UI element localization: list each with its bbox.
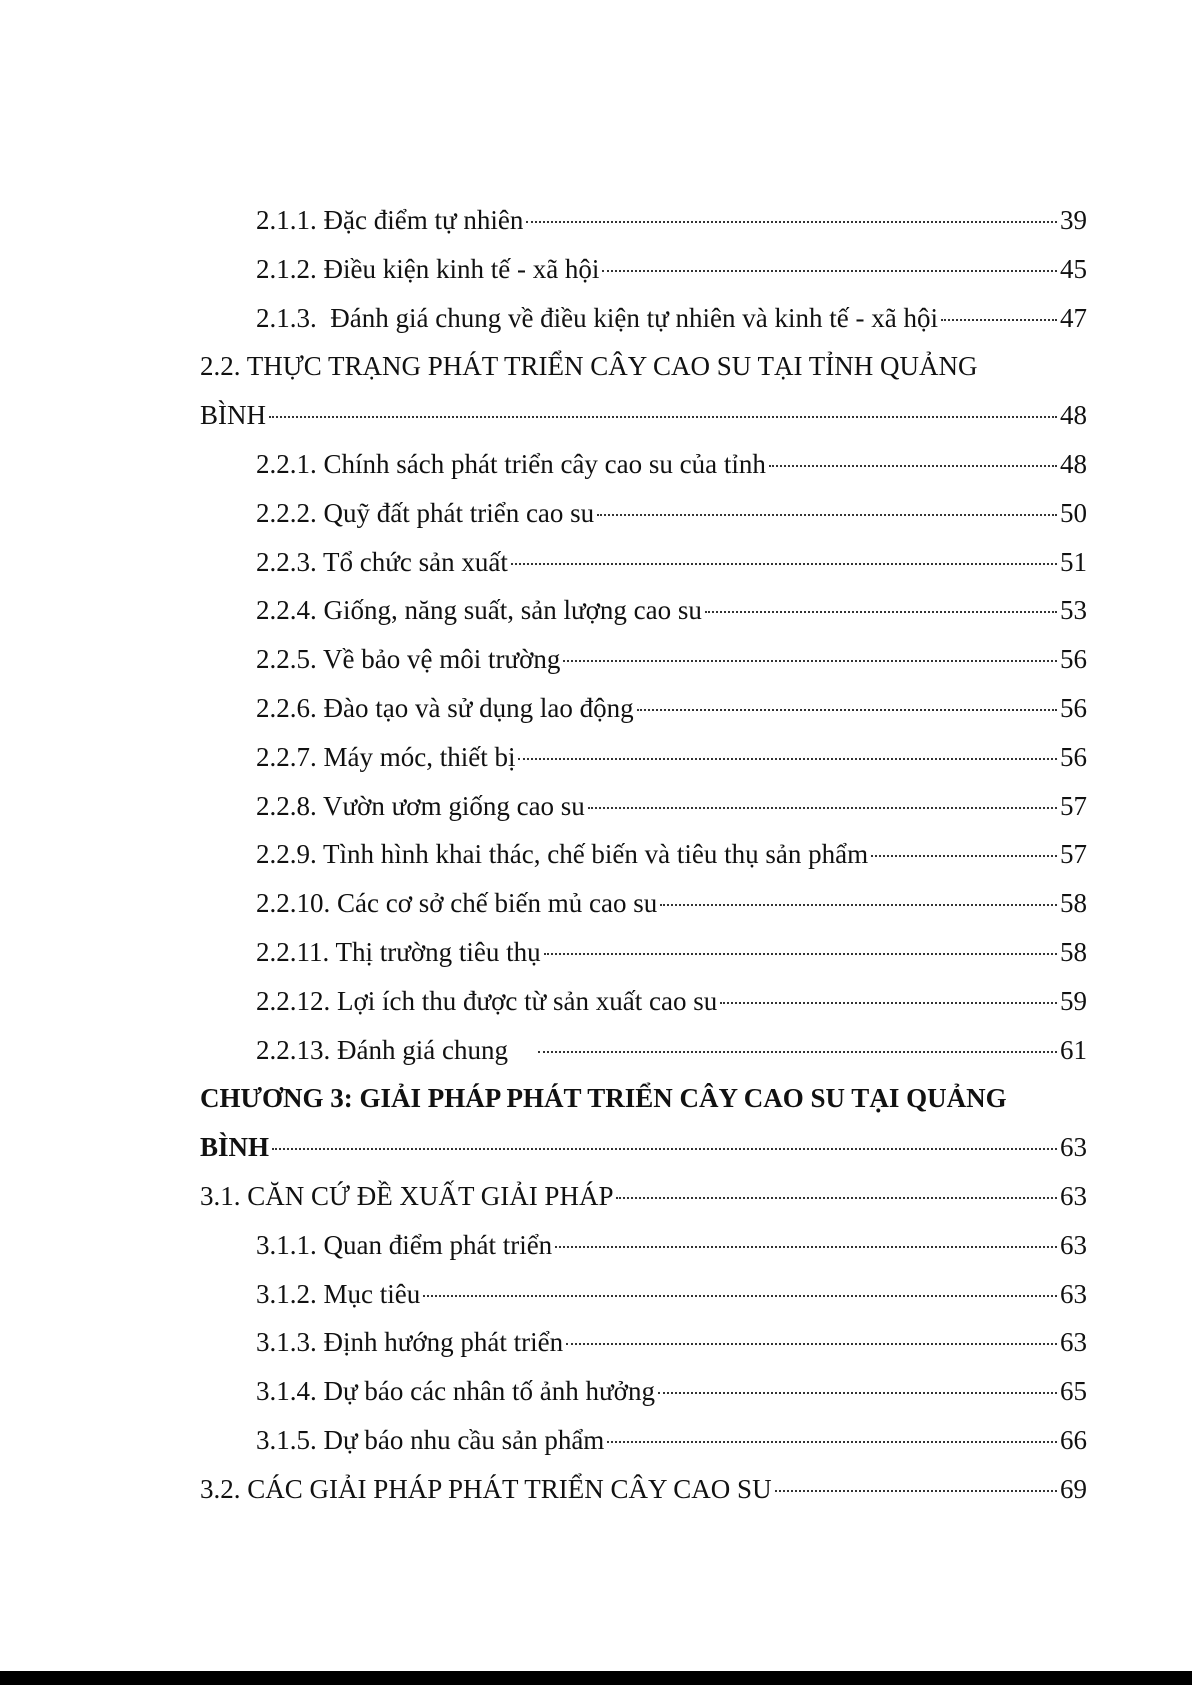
- toc-entry[interactable]: [200, 196, 1087, 245]
- toc-entry-title: 2.2.12. Lợi ích thu được từ sản xuất cao su: [256, 985, 718, 1016]
- toc-entry[interactable]: [200, 1026, 1087, 1075]
- toc-entry-title: 2.2.10. Các cơ sở chế biến mủ cao su: [256, 888, 658, 919]
- toc-dot-leader: [775, 1490, 1057, 1492]
- toc-dot-leader: [269, 416, 1057, 418]
- toc-page-number: 61: [1060, 1034, 1087, 1065]
- toc-page-number: 56: [1060, 741, 1087, 772]
- toc-dot-leader: [518, 758, 1057, 760]
- toc-page-number: 56: [1060, 644, 1087, 675]
- toc-entry-title: 2.2. THỰC TRẠNG PHÁT TRIỂN CÂY CAO SU TẠI TỈNH QUẢNG: [200, 351, 978, 382]
- toc-entry-title: 2.1.2. Điều kiện kinh tế - xã hội: [256, 253, 600, 284]
- toc-page-number: 66: [1060, 1424, 1087, 1455]
- toc-dot-leader: [705, 611, 1057, 613]
- toc-entry[interactable]: [200, 782, 1087, 831]
- toc-entry-title: 2.2.2. Quỹ đất phát triển cao su: [256, 497, 595, 528]
- toc-dot-leader: [597, 514, 1057, 516]
- toc-chapter-heading[interactable]: [200, 1074, 1087, 1123]
- toc-dot-leader: [602, 270, 1057, 272]
- toc-section-heading[interactable]: [200, 342, 1087, 391]
- toc-page-number: 57: [1060, 790, 1087, 821]
- toc-page-number: 63: [1060, 1278, 1087, 1309]
- toc-entry-title: 2.2.9. Tình hình khai thác, chế biến và tiêu thụ sản phẩm: [256, 839, 869, 870]
- toc-entry-title: 2.1.3. Đánh giá chung về điều kiện tự nhiên và kinh tế - xã hội: [256, 302, 938, 333]
- toc-dot-leader: [616, 1197, 1057, 1199]
- toc-dot-leader: [555, 1246, 1057, 1248]
- toc-page-number: 63: [1060, 1327, 1087, 1358]
- toc-page-number: 57: [1060, 839, 1087, 870]
- toc-entry[interactable]: [200, 733, 1087, 782]
- toc-entry-title: 2.2.13. Đánh giá chung: [256, 1034, 508, 1065]
- toc-entry[interactable]: [200, 489, 1087, 538]
- toc-dot-leader: [871, 855, 1057, 857]
- toc-page-number: 58: [1060, 936, 1087, 967]
- toc-entry-title: 2.2.5. Về bảo vệ môi trường: [256, 644, 561, 675]
- toc-entry-title: 3.1.5. Dự báo nhu cầu sản phẩm: [256, 1424, 605, 1455]
- toc-entry[interactable]: [200, 1318, 1087, 1367]
- toc-entry[interactable]: [200, 1367, 1087, 1416]
- table-of-contents: [200, 196, 1087, 1514]
- toc-entry-title: 3.1. CĂN CỨ ĐỀ XUẤT GIẢI PHÁP: [200, 1180, 614, 1211]
- toc-dot-leader: [720, 1002, 1057, 1004]
- toc-page-number: 63: [1060, 1229, 1087, 1260]
- toc-dot-leader: [526, 221, 1057, 223]
- toc-entry[interactable]: [200, 830, 1087, 879]
- toc-entry[interactable]: [200, 538, 1087, 587]
- toc-dot-leader: [563, 660, 1057, 662]
- toc-dot-leader: [511, 563, 1057, 565]
- toc-entry-title: 2.1.1. Đặc điểm tự nhiên: [256, 205, 524, 235]
- toc-entry[interactable]: [200, 928, 1087, 977]
- toc-dot-leader: [272, 1148, 1057, 1150]
- toc-entry-title: 3.2. CÁC GIẢI PHÁP PHÁT TRIỂN CÂY CAO SU: [200, 1473, 772, 1504]
- toc-dot-leader: [941, 319, 1057, 321]
- toc-entry[interactable]: [200, 391, 1087, 440]
- toc-entry-title: 3.1.4. Dự báo các nhân tố ảnh hưởng: [256, 1376, 655, 1407]
- toc-dot-leader: [658, 1392, 1057, 1394]
- toc-page-number: 56: [1060, 692, 1087, 723]
- toc-entry[interactable]: [200, 879, 1087, 928]
- toc-page-number: 69: [1060, 1473, 1087, 1504]
- toc-entry[interactable]: [200, 1465, 1087, 1514]
- toc-entry-title: 3.1.3. Định hướng phát triển: [256, 1327, 564, 1358]
- toc-page-number: 47: [1060, 302, 1087, 333]
- toc-dot-leader: [566, 1343, 1057, 1345]
- toc-dot-leader: [538, 1051, 1057, 1053]
- toc-page-number: 63: [1060, 1180, 1087, 1211]
- toc-page-number: 50: [1060, 497, 1087, 528]
- toc-dot-leader: [607, 1441, 1057, 1443]
- toc-entry-title: 2.2.3. Tổ chức sản xuất: [256, 546, 508, 577]
- toc-page-number: 45: [1060, 253, 1087, 284]
- toc-entry-title: 2.2.1. Chính sách phát triển cây cao su của tỉnh: [256, 448, 766, 479]
- toc-dot-leader: [423, 1295, 1057, 1297]
- toc-dot-leader: [769, 465, 1057, 467]
- toc-page-number: 51: [1060, 546, 1087, 577]
- toc-entry[interactable]: [200, 294, 1087, 343]
- toc-page-number: 65: [1060, 1376, 1087, 1407]
- toc-entry[interactable]: [200, 586, 1087, 635]
- toc-dot-leader: [637, 709, 1057, 711]
- toc-entry[interactable]: [200, 1221, 1087, 1270]
- toc-entry[interactable]: [200, 1270, 1087, 1319]
- toc-page-number: 63: [1060, 1132, 1087, 1163]
- toc-page-number: 59: [1060, 985, 1087, 1016]
- toc-entry-title: 2.2.11. Thị trường tiêu thụ: [256, 936, 541, 967]
- page-bottom-border: [0, 1671, 1192, 1685]
- toc-entry[interactable]: [200, 1172, 1087, 1221]
- toc-page-number: 48: [1060, 448, 1087, 479]
- toc-entry[interactable]: [200, 977, 1087, 1026]
- toc-entry-title: 3.1.1. Quan điểm phát triển: [256, 1229, 553, 1260]
- toc-entry-title: BÌNH: [200, 1132, 270, 1163]
- toc-entry-title: 2.2.7. Máy móc, thiết bị: [256, 741, 516, 772]
- toc-entry-title: 3.1.2. Mục tiêu: [256, 1278, 421, 1309]
- toc-entry-title: 2.2.6. Đào tạo và sử dụng lao động: [256, 692, 634, 723]
- toc-entry[interactable]: [200, 635, 1087, 684]
- toc-dot-leader: [660, 904, 1057, 906]
- toc-entry[interactable]: [200, 684, 1087, 733]
- toc-page-number: 58: [1060, 888, 1087, 919]
- toc-dot-leader: [588, 807, 1057, 809]
- toc-entry[interactable]: [200, 245, 1087, 294]
- toc-entry[interactable]: [200, 1416, 1087, 1465]
- toc-page-number: 39: [1060, 205, 1087, 235]
- toc-page-number: 53: [1060, 595, 1087, 626]
- toc-entry-title: CHƯƠNG 3: GIẢI PHÁP PHÁT TRIỂN CÂY CAO SU TẠI QUẢNG: [200, 1083, 1007, 1114]
- toc-entry[interactable]: [200, 440, 1087, 489]
- toc-page-number: 48: [1060, 400, 1087, 431]
- toc-entry-title: BÌNH: [200, 400, 266, 431]
- toc-entry-title: 2.2.8. Vườn ươm giống cao su: [256, 790, 585, 821]
- toc-dot-leader: [544, 953, 1057, 955]
- toc-entry-title: 2.2.4. Giống, năng suất, sản lượng cao su: [256, 595, 702, 626]
- toc-entry[interactable]: [200, 1123, 1087, 1172]
